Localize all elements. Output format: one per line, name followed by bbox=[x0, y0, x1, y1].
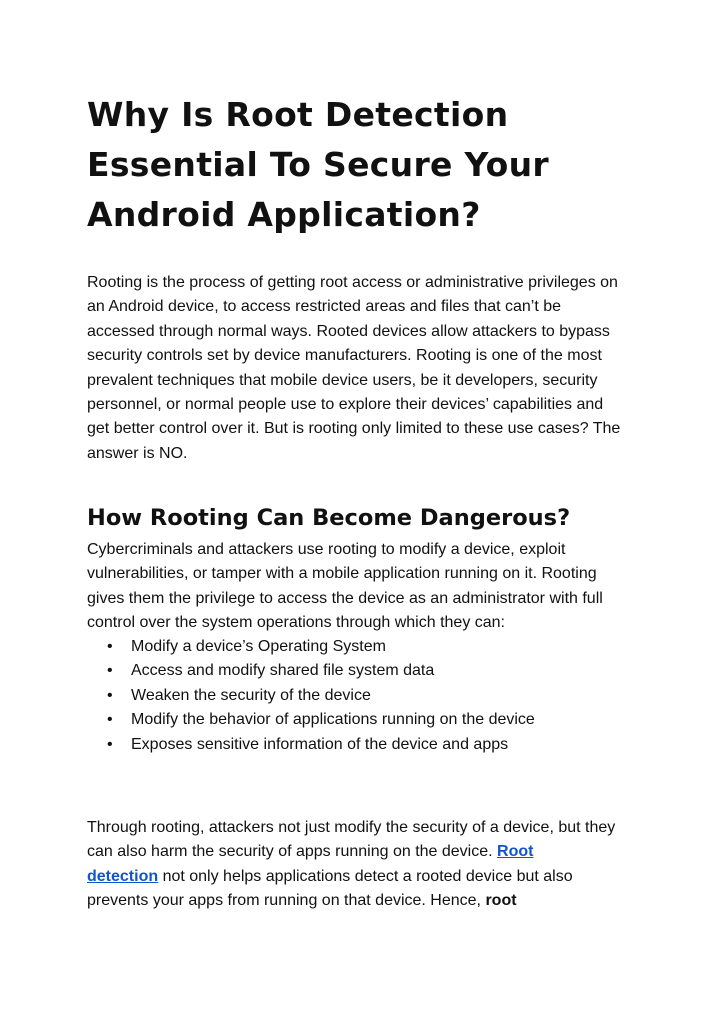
text-segment: prevents your apps from running on that device. Hence, bbox=[87, 892, 486, 910]
text-line: personnel, or normal people use to explore their devices’ capabilities and bbox=[87, 396, 604, 414]
list-item-text: Access and modify shared file system data bbox=[131, 662, 435, 680]
bullet-icon: • bbox=[107, 735, 113, 753]
title-line: Essential To Secure Your bbox=[87, 145, 549, 184]
bullet-icon: • bbox=[107, 638, 113, 655]
text-line: answer is NO. bbox=[87, 444, 188, 462]
bold-text: root bbox=[485, 892, 517, 910]
list-item-text: Exposes sensitive information of the device and apps bbox=[131, 735, 509, 753]
text-line: an Android device, to access restricted areas and files that can’t be bbox=[87, 298, 562, 316]
section-heading: How Rooting Can Become Dangerous? bbox=[87, 505, 571, 531]
text-line bbox=[87, 865, 615, 889]
bullet-icon: • bbox=[107, 711, 113, 729]
title-line: Android Application? bbox=[87, 195, 481, 234]
bullet-icon: • bbox=[107, 686, 113, 704]
bullet-list bbox=[87, 635, 535, 757]
title-line: Why Is Root Detection bbox=[87, 95, 509, 134]
list-item-text: Weaken the security of the device bbox=[131, 686, 371, 704]
text-line: Through rooting, attackers not just modify the security of a device, but they bbox=[87, 819, 616, 836]
section-paragraph bbox=[87, 538, 603, 636]
page-title bbox=[87, 90, 549, 240]
text-line: prevalent techniques that mobile device users, be it developers, security bbox=[87, 371, 598, 389]
intro-paragraph bbox=[87, 271, 620, 466]
text-line: gives them the privilege to access the device as an administrator with full bbox=[87, 589, 603, 607]
text-line: accessed through normal ways. Rooted devices allow attackers to bypass bbox=[87, 322, 610, 340]
closing-paragraph bbox=[87, 816, 615, 914]
root-detection-link[interactable]: Root bbox=[497, 843, 534, 861]
text-line bbox=[87, 840, 615, 864]
text-line: Cybercriminals and attackers use rooting to modify a device, exploit bbox=[87, 541, 566, 558]
list-item-text: Modify a device’s Operating System bbox=[131, 638, 386, 655]
text-line: Rooting is the process of getting root access or administrative privileges on bbox=[87, 274, 618, 291]
text-line: get better control over it. But is rooting only limited to these use cases? The bbox=[87, 420, 621, 438]
root-detection-link[interactable]: detection bbox=[87, 867, 159, 885]
list-item bbox=[87, 684, 535, 708]
list-item bbox=[87, 659, 535, 683]
list-item-text: Modify the behavior of applications running on the device bbox=[131, 711, 535, 729]
list-item bbox=[87, 708, 535, 732]
text-segment: not only helps applications detect a rooted device but also bbox=[158, 867, 573, 885]
text-line: security controls set by device manufacturers. Rooting is one of the most bbox=[87, 347, 602, 365]
text-segment: can also harm the security of apps running on the device. bbox=[87, 843, 498, 861]
list-item bbox=[87, 733, 535, 757]
text-line bbox=[87, 889, 615, 913]
text-line: vulnerabilities, or tamper with a mobile application running on it. Rooting bbox=[87, 565, 597, 583]
text-line: control over the system operations through which they can: bbox=[87, 614, 505, 632]
list-item bbox=[87, 635, 535, 659]
bullet-icon: • bbox=[107, 662, 113, 680]
